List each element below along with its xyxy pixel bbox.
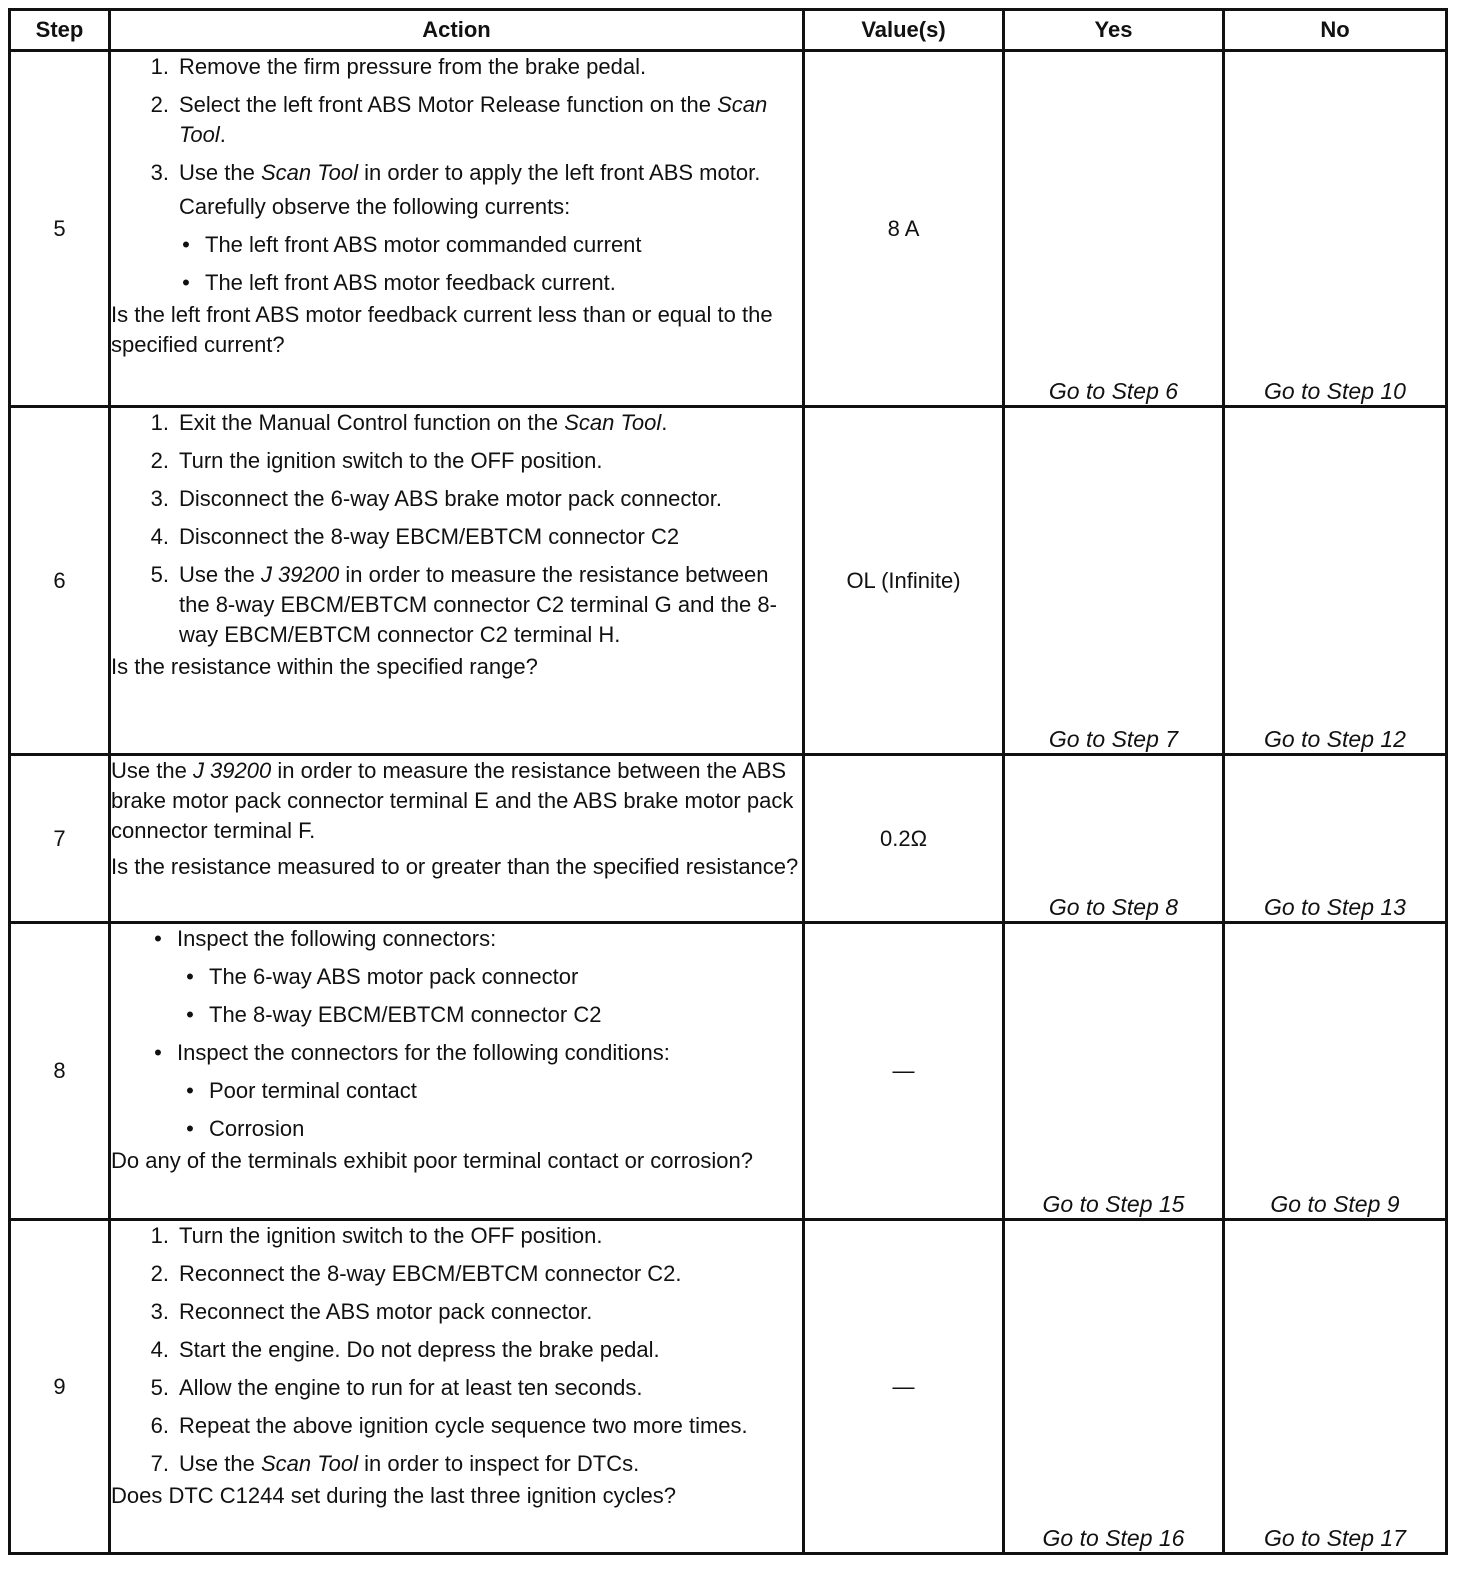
step-number: 8	[10, 923, 110, 1220]
table-row-step-9	[10, 1220, 1447, 1554]
step-number: 9	[10, 1220, 110, 1554]
note-text: Carefully observe the following currents:	[179, 194, 571, 219]
list-item: 3. Reconnect the ABS motor pack connector.	[150, 1299, 593, 1324]
value-cell: 0.2Ω	[804, 755, 1004, 923]
list-item: 1. Exit the Manual Control function on the Scan Tool.	[150, 410, 668, 435]
list-item: 6. Repeat the above ignition cycle sequence two more times.	[150, 1413, 748, 1438]
list-item: 3. Disconnect the 6-way ABS brake motor pack connector.	[150, 486, 722, 511]
bullet-item: • Inspect the connectors for the following conditions:	[154, 1040, 670, 1065]
value-cell: 8 A	[804, 51, 1004, 407]
action-cell	[110, 755, 804, 923]
question-text: Is the left front ABS motor feedback current less than or equal to the specified current?	[111, 302, 773, 357]
list-item: 3. Use the Scan Tool in order to apply the left front ABS motor.	[150, 160, 761, 185]
question-text: Is the resistance within the specified range?	[111, 654, 538, 679]
no-cell: Go to Step 13	[1224, 755, 1447, 923]
header-row	[10, 10, 1447, 51]
header-values: Value(s)	[804, 10, 1004, 51]
list-item: 1. Turn the ignition switch to the OFF position.	[150, 1223, 603, 1248]
header-action: Action	[110, 10, 804, 51]
value-cell: —	[804, 923, 1004, 1220]
table-row-step-8	[10, 923, 1447, 1220]
step-number: 6	[10, 407, 110, 755]
no-cell: Go to Step 9	[1224, 923, 1447, 1220]
header-yes: Yes	[1004, 10, 1224, 51]
table-row-step-6	[10, 407, 1447, 755]
yes-cell: Go to Step 7	[1004, 407, 1224, 755]
value-cell: —	[804, 1220, 1004, 1554]
sub-bullet-item: • The 6-way ABS motor pack connector	[186, 964, 579, 989]
sub-bullet-item: • The 8-way EBCM/EBTCM connector C2	[186, 1002, 602, 1027]
yes-cell: Go to Step 15	[1004, 923, 1224, 1220]
header-step: Step	[10, 10, 110, 51]
sub-bullet-item: • Poor terminal contact	[186, 1078, 417, 1103]
list-item: 7. Use the Scan Tool in order to inspect for DTCs.	[150, 1451, 640, 1476]
list-item: 2. Reconnect the 8-way EBCM/EBTCM connector C2.	[150, 1261, 682, 1286]
list-item: 5. Allow the engine to run for at least ten seconds.	[150, 1375, 643, 1400]
list-item: 2. Turn the ignition switch to the OFF position.	[150, 448, 603, 473]
list-item: 4. Disconnect the 8-way EBCM/EBTCM connector C2	[150, 524, 680, 549]
bullet-item: • The left front ABS motor commanded current	[182, 232, 642, 257]
no-cell: Go to Step 17	[1224, 1220, 1447, 1554]
bullet-item: • Inspect the following connectors:	[154, 926, 497, 951]
action-cell	[110, 51, 804, 407]
yes-cell: Go to Step 8	[1004, 755, 1224, 923]
table-row-step-7	[10, 755, 1447, 923]
sub-bullet-item: • Corrosion	[186, 1116, 305, 1141]
header-no: No	[1224, 10, 1447, 51]
diagnostic-table	[8, 8, 1448, 1555]
step-number: 5	[10, 51, 110, 407]
list-item: 1. Remove the firm pressure from the brake pedal.	[150, 54, 647, 79]
value-cell: OL (Infinite)	[804, 407, 1004, 755]
question-text: Do any of the terminals exhibit poor terminal contact or corrosion?	[111, 1148, 753, 1173]
bullet-item: • The left front ABS motor feedback current.	[182, 270, 616, 295]
table-row-step-5	[10, 51, 1447, 407]
question-text: Does DTC C1244 set during the last three ignition cycles?	[111, 1483, 676, 1508]
question-text: Is the resistance measured to or greater than the specified resistance?	[111, 854, 799, 879]
action-cell	[110, 1220, 804, 1554]
list-item: 5. Use the J 39200 in order to measure the resistance between the 8-way EBCM/EBTCM connector C2 terminal G and the 8-way EBCM/EBTCM connector C2 terminal H.	[150, 562, 777, 647]
step-number: 7	[10, 755, 110, 923]
list-item: 4. Start the engine. Do not depress the brake pedal.	[150, 1337, 660, 1362]
action-cell	[110, 923, 804, 1220]
list-item: 2. Select the left front ABS Motor Release function on the Scan Tool.	[150, 92, 768, 147]
action-cell	[110, 407, 804, 755]
yes-cell: Go to Step 16	[1004, 1220, 1224, 1554]
no-cell: Go to Step 12	[1224, 407, 1447, 755]
yes-cell: Go to Step 6	[1004, 51, 1224, 407]
no-cell: Go to Step 10	[1224, 51, 1447, 407]
action-paragraph: Use the J 39200 in order to measure the resistance between the ABS brake motor pack connector terminal E and the ABS brake motor pack connector terminal F.	[111, 758, 794, 843]
